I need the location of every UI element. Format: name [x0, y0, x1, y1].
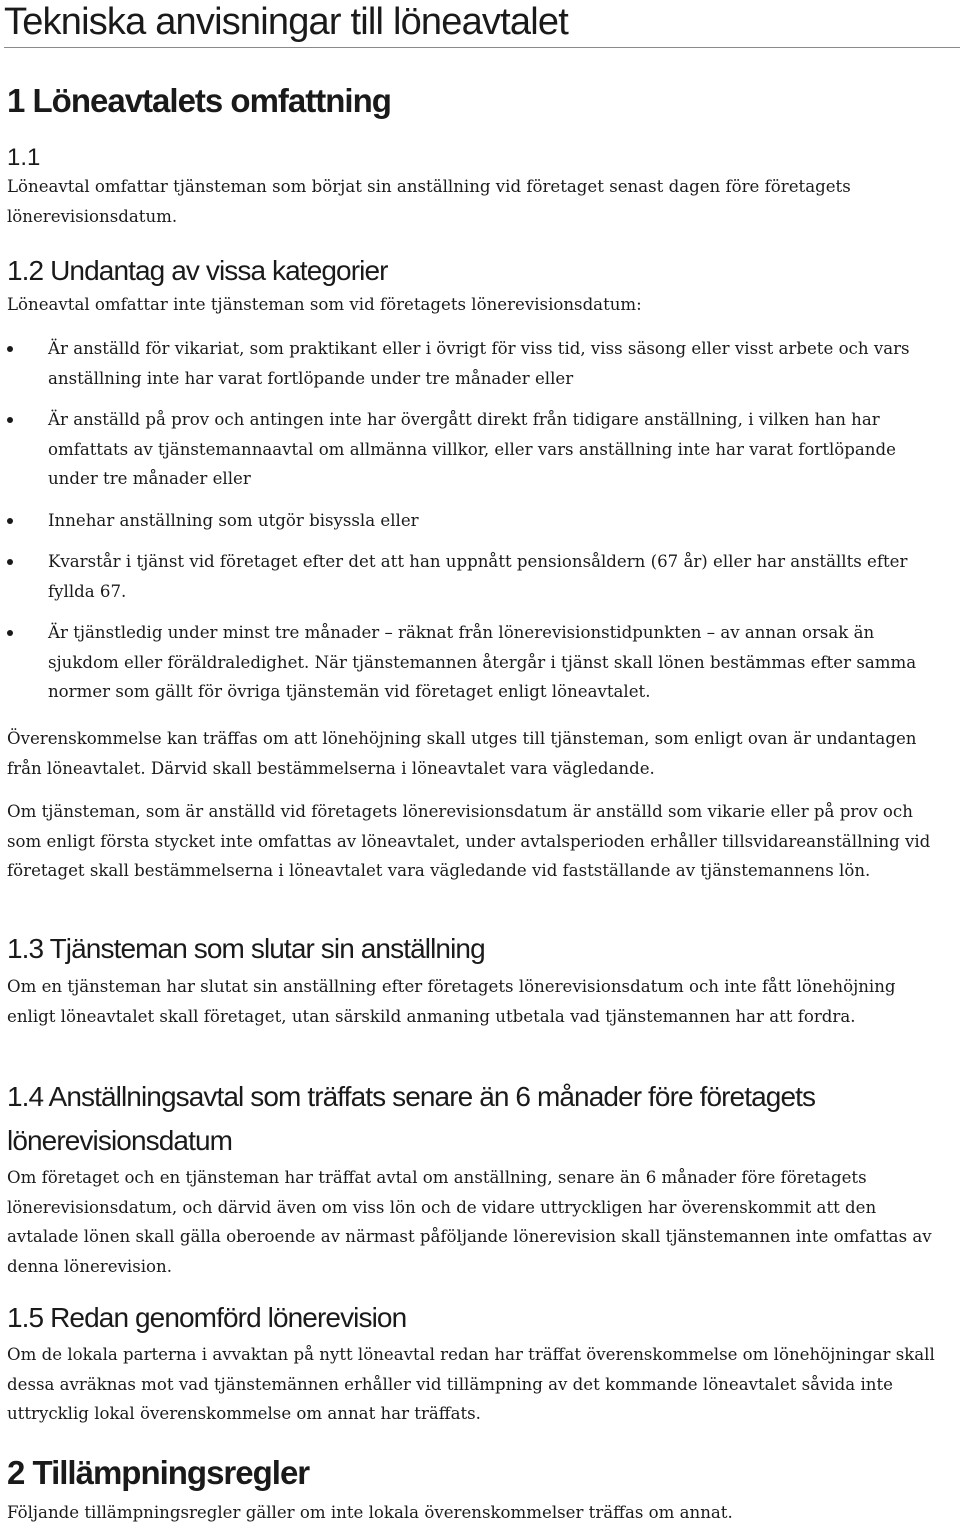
exception-list: [7, 334, 942, 707]
title-divider: [4, 47, 960, 48]
list-item: [7, 506, 942, 536]
page-title: Tekniska anvisningar till löneavtalet: [4, 1, 568, 43]
section-1-heading: 1 Löneavtalets omfattning: [7, 82, 391, 119]
section-1-3-text: Om en tjänsteman har slutat sin anställning efter företagets lönerevisionsdatum och inte fått lönehöjning enligt löneavtalet skall företaget, utan särskild anmaning utbetala vad tjänstemannen har att fordra.: [7, 977, 896, 1026]
section-1-4-heading: 1.4 Anställningsavtal som träffats senare än 6 månader före företagets lönerevisionsdatum: [7, 1081, 816, 1156]
list-item: [7, 547, 942, 606]
bullet-dot-icon: [7, 559, 13, 565]
bullet-dot-icon: [7, 630, 13, 636]
list-item-text: Kvarstår i tjänst vid företaget efter det att han uppnått pensionsåldern (67 år) eller har anställts efter fyllda 67.: [48, 552, 908, 601]
list-item: [7, 618, 942, 707]
bullet-dot-icon: [7, 518, 13, 524]
list-item: [7, 334, 942, 393]
section-1-2-intro: Löneavtal omfattar inte tjänsteman som vid företagets lönerevisionsdatum:: [7, 295, 642, 314]
section-1-1-number: 1.1: [7, 144, 41, 171]
section-1-5-text: Om de lokala parterna i avvaktan på nytt löneavtal redan har träffat överenskommelse om lönehöjningar skall dessa avräknas mot vad tjänstemännen erhåller vid tillämpning av det kommande löneavtalet såvida inte uttrycklig lokal överenskommelse om annat har träffats.: [7, 1345, 935, 1423]
list-item-text: Är anställd på prov och antingen inte har övergått direkt från tidigare anställning, i vilken han har omfattats av tjänstemannaavtal om allmänna villkor, eller vars anställning inte har varat fortlöpande under tre månader eller: [48, 410, 896, 488]
section-1-2-paragraph-2: Om tjänsteman, som är anställd vid företagets lönerevisionsdatum är anställd som vikarie eller på prov och som enligt första stycket inte omfattas av löneavtalet, under avtalsperioden erhåller tillsvidareanställning vid företaget skall bestämmelserna i löneavtalet vara vägledande vid fastställande av tjänstemannens lön.: [7, 802, 931, 880]
bullet-dot-icon: [7, 417, 13, 423]
section-1-4-text: Om företaget och en tjänsteman har träffat avtal om anställning, senare än 6 månader före företagets lönerevisionsdatum, och därvid även om viss lön och de vidare uttryckligen har överenskommit att den avtalade lönen skall gälla oberoende av närmast påföljande lönerevision skall tjänstemannen inte omfattas av denna lönerevision.: [7, 1168, 932, 1276]
list-item-text: Är tjänstledig under minst tre månader – räknat från lönerevisionstidpunkten – av annan orsak än sjukdom eller föräldraledighet. När tjänstemannen återgår i tjänst skall lönen bestämmas efter samma normer som gällt för övriga tjänstemän vid företaget enligt löneavtalet.: [48, 623, 917, 701]
section-1-3-heading: 1.3 Tjänsteman som slutar sin anställning: [7, 933, 485, 964]
section-1-2-paragraph-1: Överenskommelse kan träffas om att lönehöjning skall utges till tjänsteman, som enligt ovan är undantagen från löneavtalet. Därvid skall bestämmelserna i löneavtalet vara vägledande.: [7, 729, 917, 778]
section-2-heading: 2 Tillämpningsregler: [7, 1454, 310, 1491]
list-item-text: Är anställd för vikariat, som praktikant eller i övrigt för viss tid, viss säsong eller visst arbete och vars anställning inte har varat fortlöpande under tre månader eller: [48, 339, 910, 388]
bullet-dot-icon: [7, 346, 13, 352]
list-item-text: Innehar anställning som utgör bisyssla eller: [48, 510, 419, 530]
section-1-1-text: Löneavtal omfattar tjänsteman som börjat sin anställning vid företaget senast dagen före företagets lönerevisionsdatum.: [7, 177, 851, 226]
list-item: [7, 405, 942, 494]
section-1-2-heading: 1.2 Undantag av vissa kategorier: [7, 255, 388, 286]
section-1-5-heading: 1.5 Redan genomförd lönerevision: [7, 1302, 407, 1333]
section-2-text: Följande tillämpningsregler gäller om inte lokala överenskommelser träffas om annat.: [7, 1503, 733, 1522]
